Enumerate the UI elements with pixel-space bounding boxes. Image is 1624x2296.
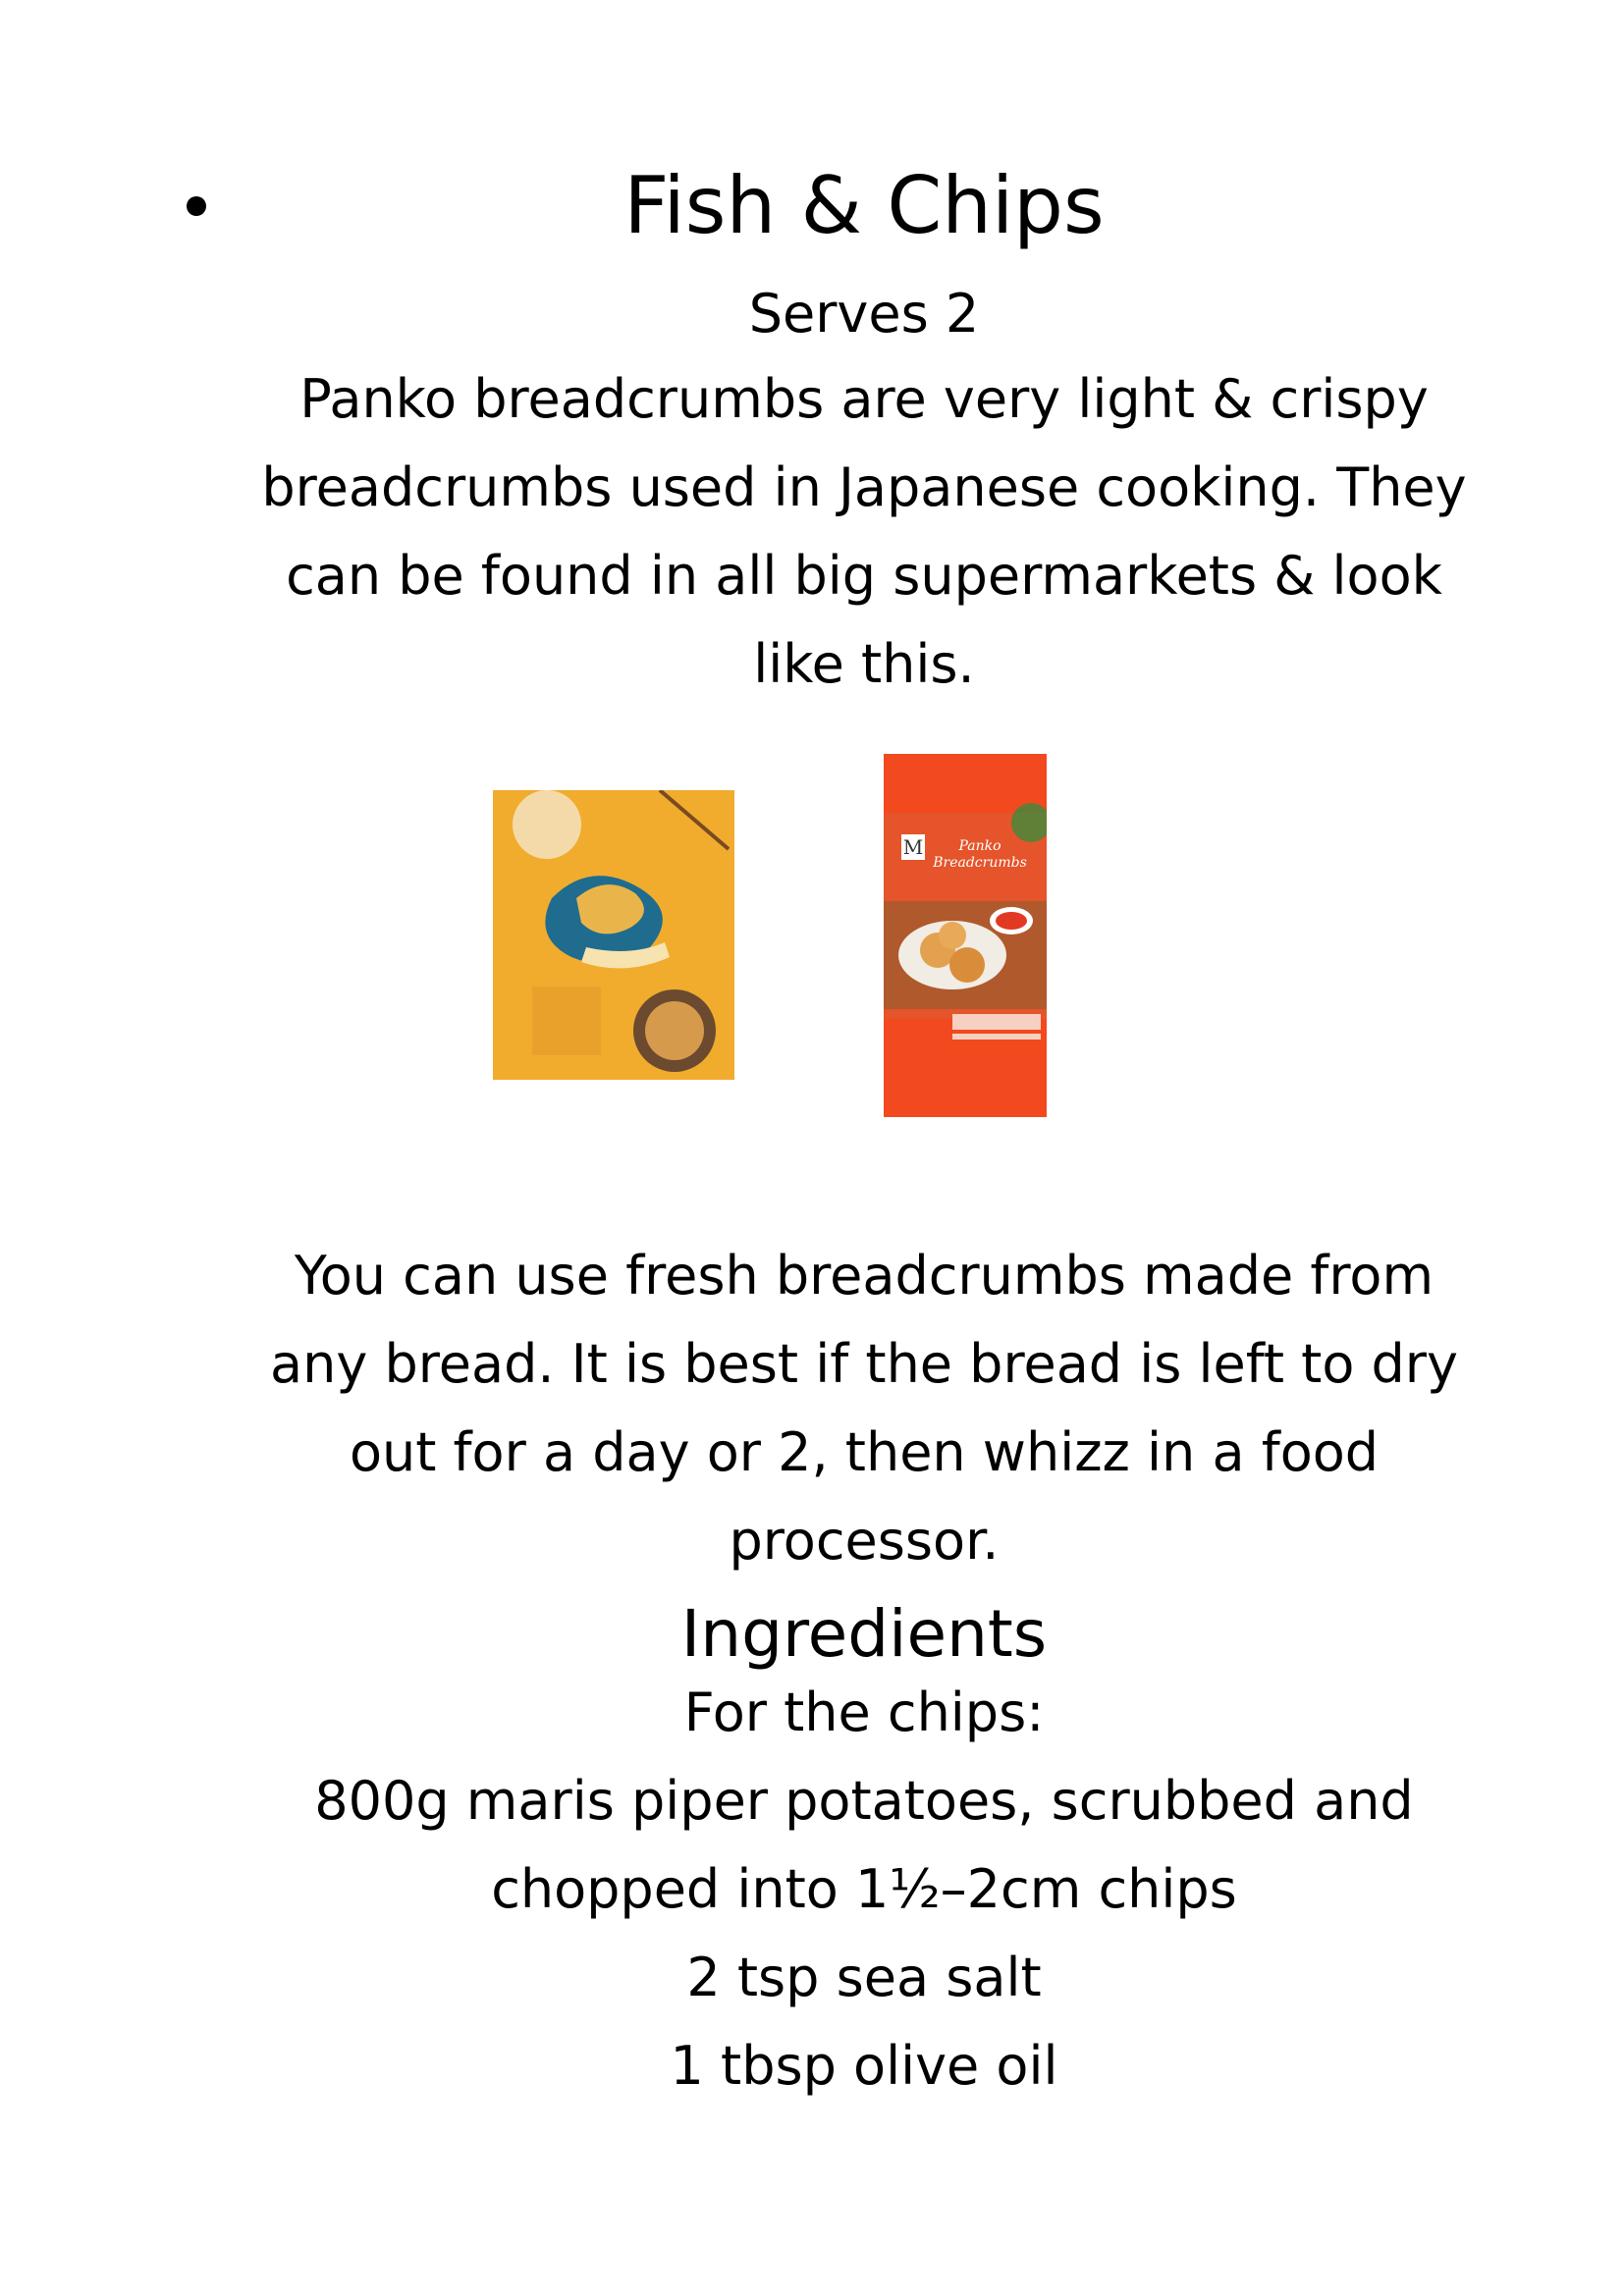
bag-label-line2: Breadcrumbs	[933, 855, 1027, 871]
ingredient-item: 2 tsp sea salt	[686, 1947, 1042, 2008]
intro-paragraph: Panko breadcrumbs are very light & crispy breadcrumbs used in Japanese cooking. They can be found in all big supermarkets & look like this.	[261, 368, 1467, 695]
ingredients-heading: Ingredients	[680, 1596, 1048, 1672]
ingredient-item: 1 tbsp olive oil	[670, 2035, 1058, 2097]
ingredient-item: 800g maris piper potatoes, scrubbed and	[314, 1770, 1414, 1832]
panko-bag-image	[884, 754, 1047, 1117]
list-bullet	[187, 196, 206, 216]
recipe-title: Fish & Chips	[623, 160, 1105, 251]
panko-box-image	[493, 790, 734, 1080]
fresh-breadcrumbs-note: You can use fresh breadcrumbs made from any bread. It is best if the bread is left to dry out for a day or 2, then whizz in a food processor.	[270, 1245, 1458, 1572]
ingredients-list	[250, 1669, 1478, 2110]
bag-brand-text: M	[902, 835, 924, 859]
bag-label-line1: Panko	[958, 838, 1001, 854]
serves-text: Serves 2	[748, 283, 980, 345]
ingredients-subheading: For the chips:	[683, 1682, 1045, 1743]
ingredient-item: chopped into 1½–2cm chips	[491, 1858, 1237, 1920]
